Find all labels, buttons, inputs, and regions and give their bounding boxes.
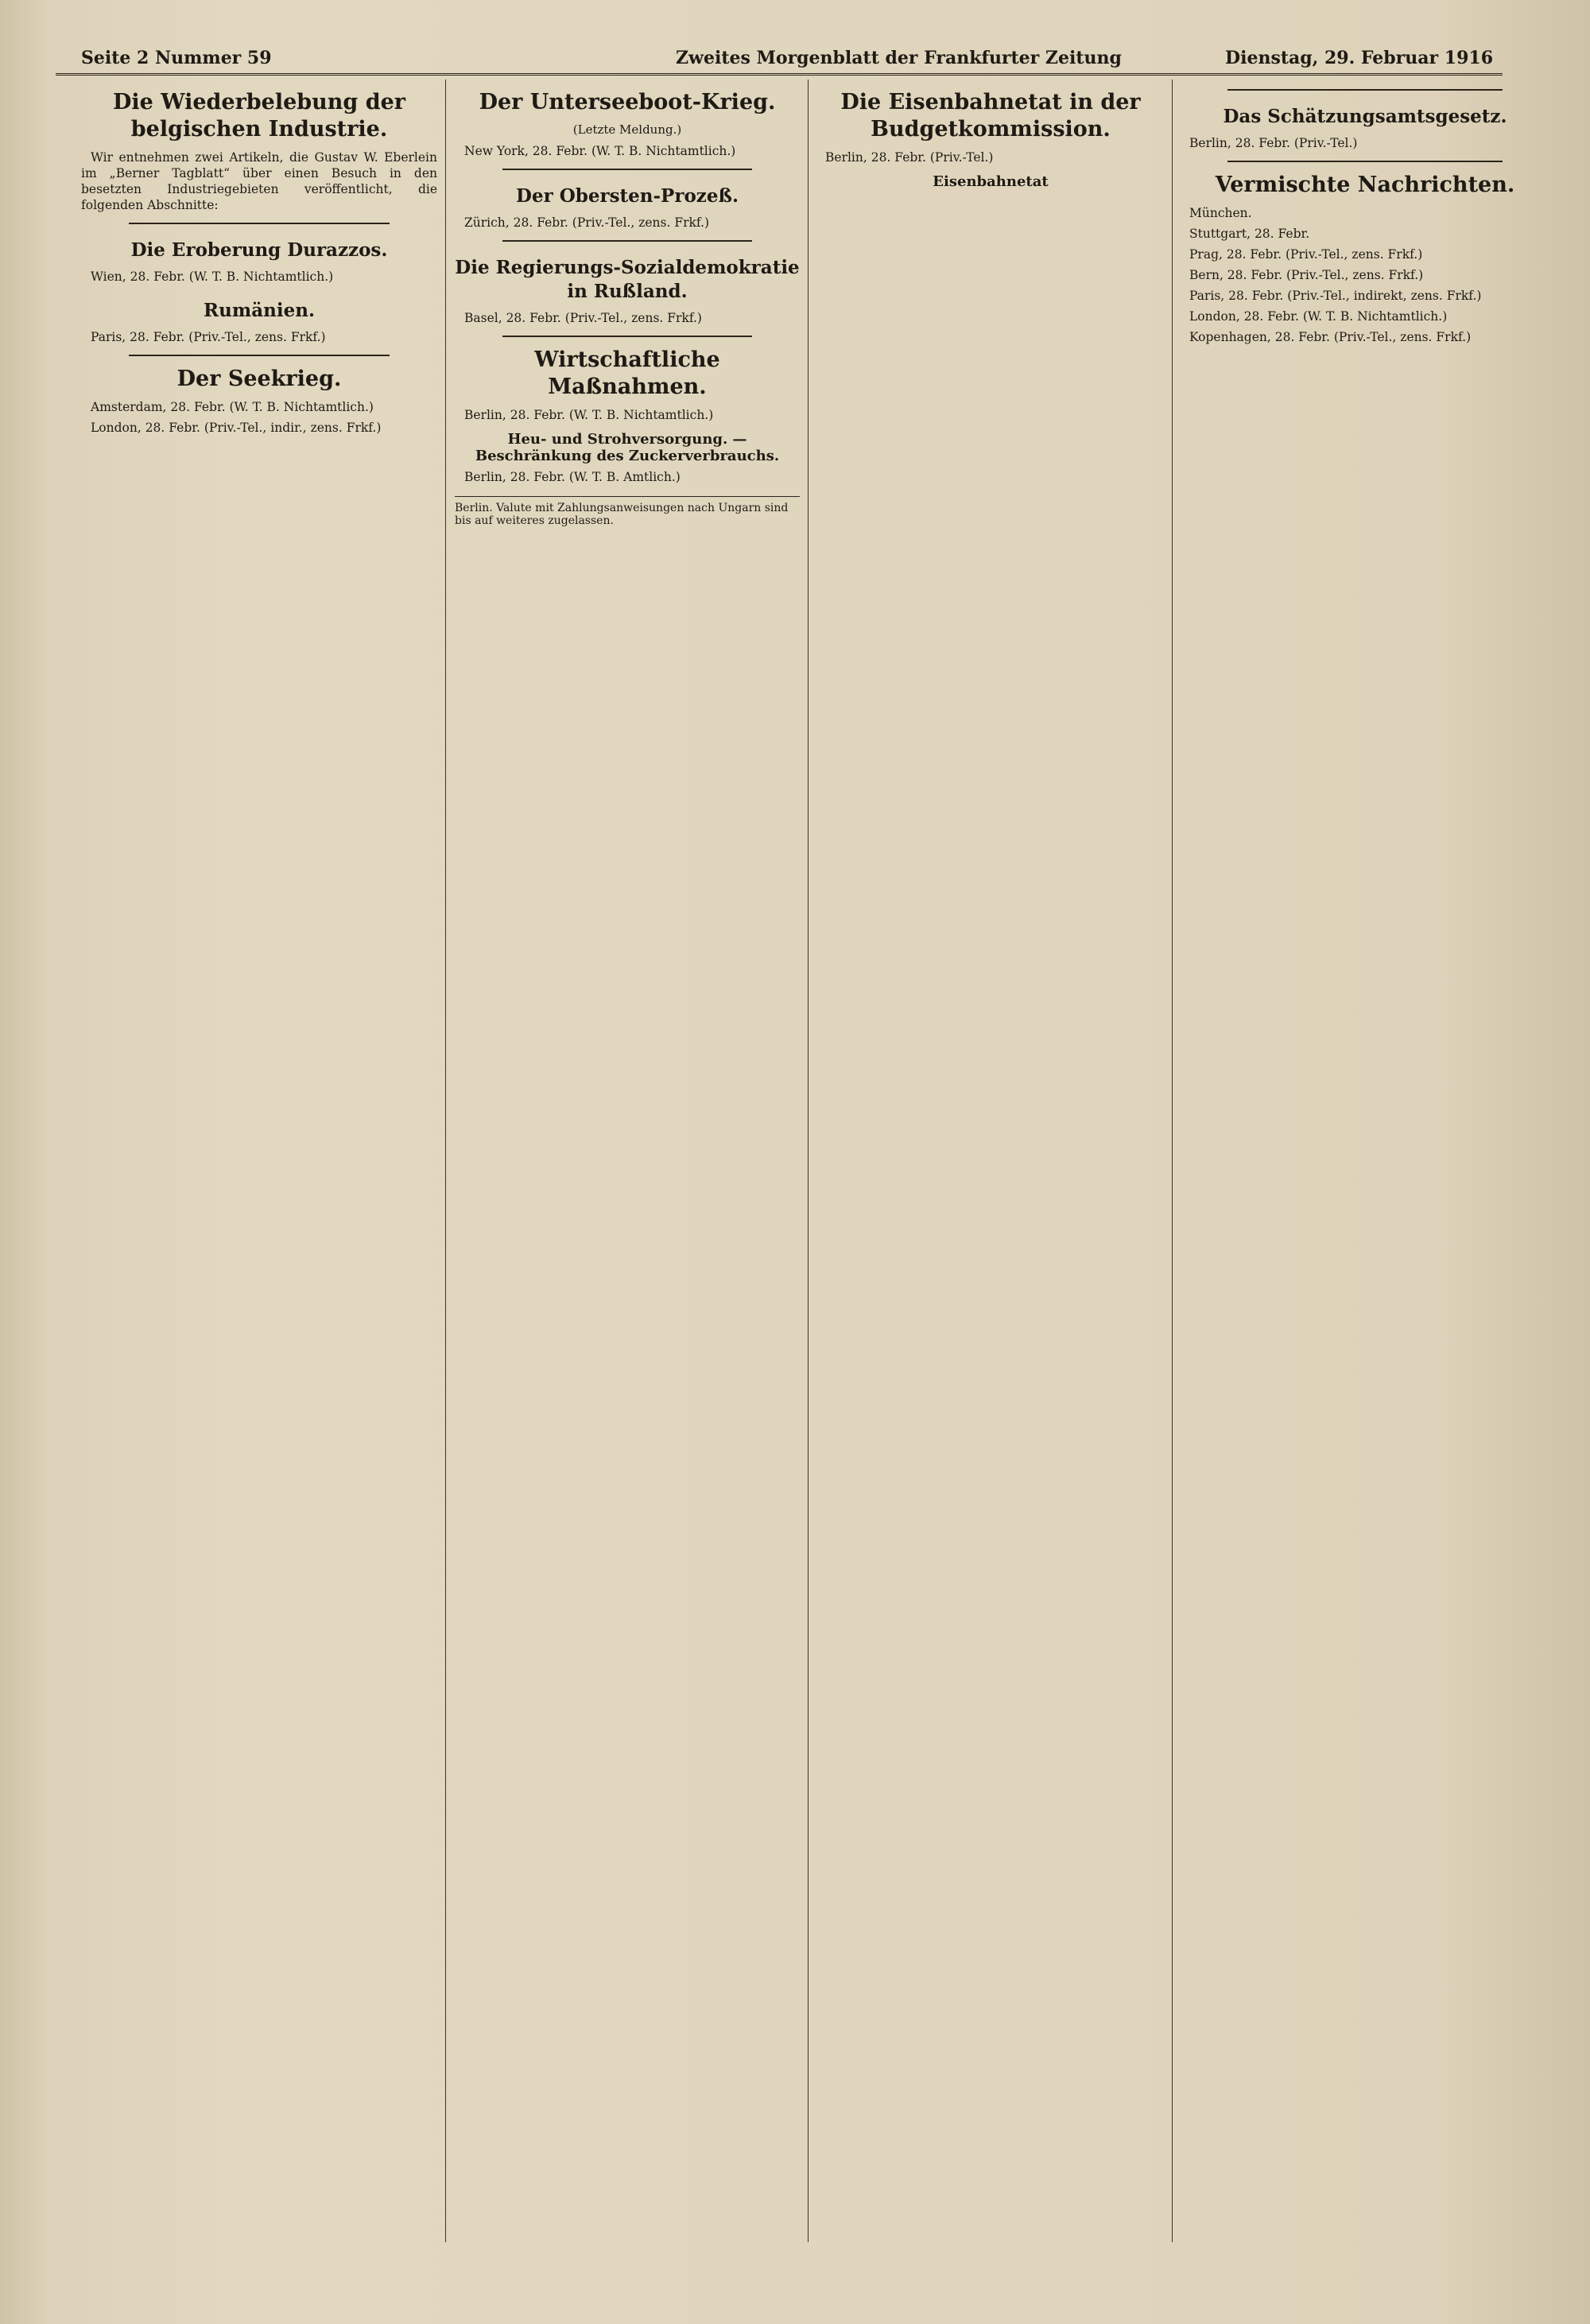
dateline: New York, 28. Febr. (W. T. B. Nichtamtlich.): [464, 144, 736, 158]
column-4: [1180, 80, 1550, 2242]
divider: [502, 336, 752, 337]
article-title: Die Regierungs-Sozialdemokratie in Rußland.: [455, 257, 800, 302]
article-seekrieg: [81, 366, 437, 436]
article-ubootkrieg: [455, 89, 800, 159]
divider: [1227, 161, 1503, 162]
divider: [129, 355, 390, 356]
article-title: Der Seekrieg.: [176, 367, 342, 391]
news-item-dateline: Kopenhagen, 28. Febr. (Priv.-Tel., zens. Frkf.): [1189, 330, 1472, 344]
news-item-dateline: München.: [1189, 206, 1252, 220]
dateline: London, 28. Febr. (Priv.-Tel., indir., zens. Frkf.): [91, 421, 382, 435]
column-rule: [445, 80, 446, 2242]
article-schaetzungsamt: [1180, 105, 1550, 151]
section-heading: Eisenbahnetat: [933, 173, 1049, 190]
column-rule: [808, 80, 809, 2242]
article-title: Wirtschaftliche Maßnahmen.: [534, 347, 720, 399]
article-title: Die Eisenbahnetat in der Budgetkommission.: [840, 90, 1141, 142]
news-item-dateline: Prag, 28. Febr. (Priv.-Tel., zens. Frkf.): [1189, 247, 1423, 262]
article-title: Rumänien.: [204, 300, 315, 321]
dateline: Wien, 28. Febr. (W. T. B. Nichtamtlich.): [91, 270, 334, 284]
article-title: Die Eroberung Durazzos.: [130, 239, 388, 261]
dateline: Basel, 28. Febr. (Priv.-Tel., zens. Frkf.): [464, 311, 702, 325]
column-2: [455, 80, 800, 2242]
dateline: Amsterdam, 28. Febr. (W. T. B. Nichtamtlich.): [91, 400, 374, 414]
paper-title: Zweites Morgenblatt der Frankfurter Zeitung: [676, 48, 1122, 68]
article-vermischtes: [1180, 172, 1550, 345]
news-item-dateline: London, 28. Febr. (W. T. B. Nichtamtlich.): [1189, 309, 1448, 324]
masthead: [56, 46, 1503, 76]
article-title: Die Wiederbelebung der belgischen Industrie.: [112, 90, 405, 142]
dateline: Zürich, 28. Febr. (Priv.-Tel., zens. Frkf.): [464, 215, 710, 230]
column-1: [81, 80, 437, 2242]
news-item-dateline: Stuttgart, 28. Febr.: [1189, 227, 1310, 241]
article-rumaenien: [81, 299, 437, 345]
article-massnahmen: [455, 347, 800, 527]
article-title: Der Obersten-Prozeß.: [516, 185, 739, 207]
article-subtitle: (Letzte Meldung.): [572, 122, 682, 137]
article-lead: Wir entnehmen zwei Artikeln, die Gustav W. Eberlein im „Berner Tagblatt“ über einen Besuch in den besetzten Industriegebieten veröffentlicht, die folgenden Abschnitte:: [81, 150, 437, 212]
article-title: Der Unterseeboot-Krieg.: [479, 90, 776, 114]
column-3: [816, 80, 1165, 2242]
article-sozialdemokratie: [455, 256, 800, 326]
article-budgetkommission: [816, 89, 1165, 190]
section-heading: Heu- und Strohversorgung. — Beschränkung des Zuckerverbrauchs.: [475, 431, 780, 464]
page-number: Seite 2 Nummer 59: [81, 48, 272, 68]
dateline: Berlin, 28. Febr. (Priv.-Tel.): [1189, 136, 1358, 150]
endnote: Berlin. Valute mit Zahlungsanweisungen nach Ungarn sind bis auf weiteres zugelassen.: [455, 496, 800, 527]
issue-date: Dienstag, 29. Februar 1916: [1225, 48, 1493, 68]
article-title: Vermischte Nachrichten.: [1215, 173, 1515, 197]
article-durazzo: [81, 239, 437, 285]
article-title: Das Schätzungsamtsgesetz.: [1223, 106, 1507, 127]
dateline: Berlin, 28. Febr. (Priv.-Tel.): [825, 150, 994, 165]
dateline: Paris, 28. Febr. (Priv.-Tel., zens. Frkf.): [91, 330, 326, 344]
news-item-dateline: Paris, 28. Febr. (Priv.-Tel., indirekt, zens. Frkf.): [1189, 289, 1482, 303]
divider: [502, 169, 752, 170]
article-belgien: [81, 89, 437, 213]
dateline: Berlin, 28. Febr. (W. T. B. Amtlich.): [464, 470, 681, 484]
news-item-dateline: Bern, 28. Febr. (Priv.-Tel., zens. Frkf.): [1189, 268, 1424, 282]
dateline: Berlin, 28. Febr. (W. T. B. Nichtamtlich.): [464, 408, 714, 422]
column-rule: [1172, 80, 1173, 2242]
divider: [129, 223, 390, 224]
divider: [502, 240, 752, 242]
article-oberstenprozess: [455, 184, 800, 231]
divider: [1227, 89, 1503, 91]
